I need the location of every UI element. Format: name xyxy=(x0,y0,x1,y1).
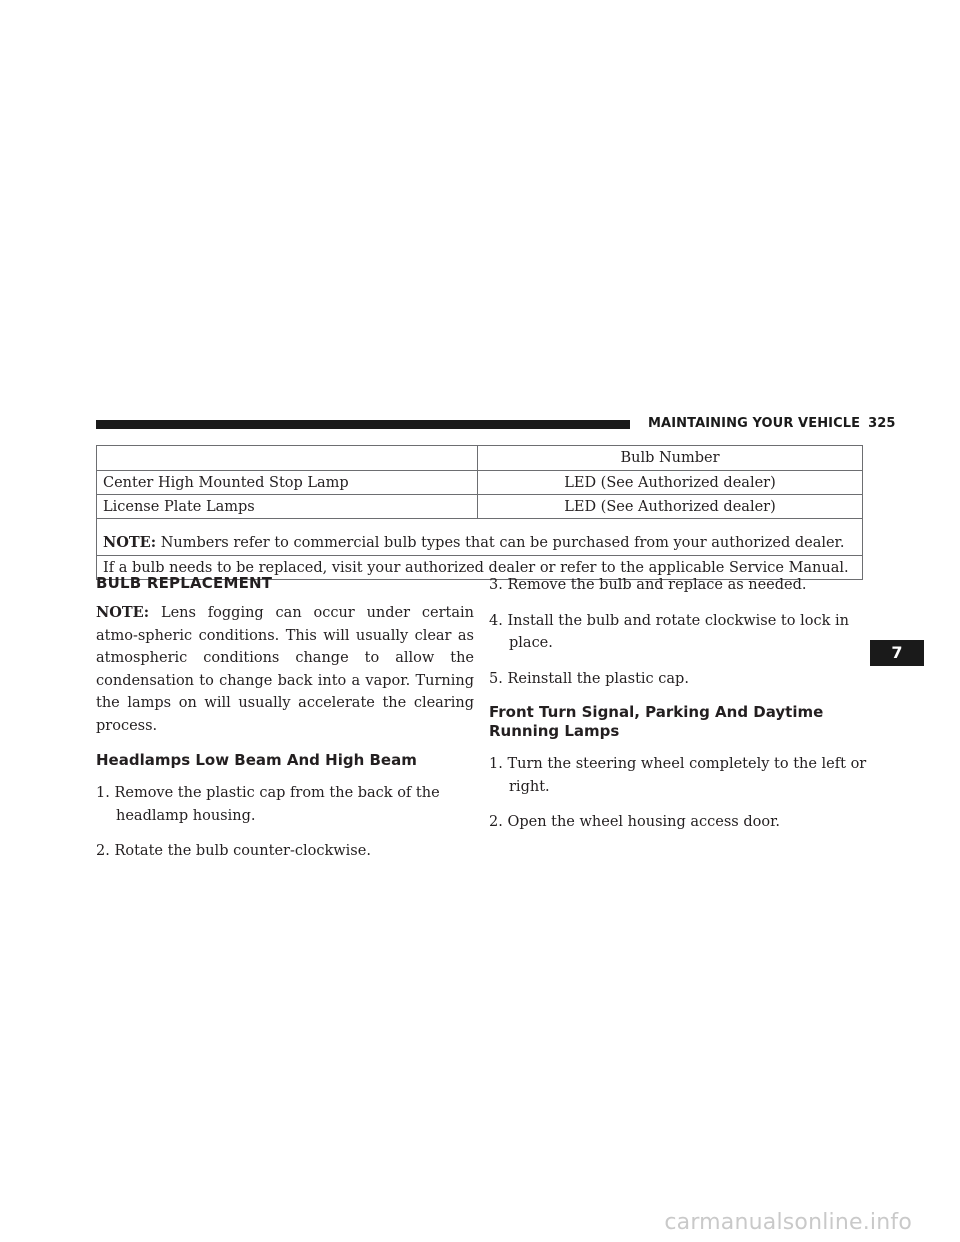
headlamps-step-1: 1. Remove the plastic cap from the back of the headlamp housing. xyxy=(96,785,440,824)
headlamps-title: Headlamps Low Beam And High Beam xyxy=(96,751,417,769)
bulb-number-cell: LED (See Authorized dealer) xyxy=(478,471,863,495)
left-column xyxy=(96,574,474,876)
front-turn-title: Front Turn Signal, Parking And Daytime Running Lamps xyxy=(489,703,824,740)
front-turn-step-2: 2. Open the wheel housing access door. xyxy=(489,814,781,830)
front-turn-step-1: 1. Turn the steering wheel completely to the left or right. xyxy=(489,756,867,795)
table-header-row xyxy=(97,446,863,471)
section-title: BULB REPLACEMENT xyxy=(96,574,273,592)
headlamps-step-4: 4. Install the bulb and rotate clockwise to lock in place. xyxy=(489,612,849,651)
table-note-row xyxy=(97,519,863,556)
watermark: carmanualsonline.info xyxy=(664,1210,912,1235)
headlamps-step-3: 3. Remove the bulb and replace as needed. xyxy=(489,577,807,593)
header-rule xyxy=(96,420,630,429)
lamp-name-cell: License Plate Lamps xyxy=(97,495,478,519)
chapter-title: MAINTAINING YOUR VEHICLE xyxy=(648,416,861,431)
table-note-text: Numbers refer to commercial bulb types that can be purchased from your authorized dealer. xyxy=(156,535,845,551)
table-footer-cell: If a bulb needs to be replaced, visit your authorized dealer or refer to the applicable Service Manual. xyxy=(97,556,863,580)
lamp-name-cell: Center High Mounted Stop Lamp xyxy=(97,471,478,495)
right-column xyxy=(489,574,869,847)
chapter-tab: 7 xyxy=(870,640,924,666)
table-header-empty-cell xyxy=(97,446,478,471)
running-header xyxy=(648,416,896,431)
table-note-cell xyxy=(97,519,863,556)
column-header-bulb-number: Bulb Number xyxy=(478,446,863,471)
section-note-text: Lens fogging can occur under certain atmo-spheric conditions. This will usually clear as atmospheric conditions change to allow the condensation to change back into a vapor. Turning the lamps on will usually accelerate the clearing process. xyxy=(96,605,474,734)
section-note xyxy=(96,602,474,737)
table-row xyxy=(97,495,863,519)
page-number: 325 xyxy=(868,416,896,431)
table-note-label: NOTE: xyxy=(103,534,157,551)
headlamps-step-5: 5. Reinstall the plastic cap. xyxy=(489,670,689,687)
bulb-number-cell: LED (See Authorized dealer) xyxy=(478,495,863,519)
headlamps-step-2: 2. Rotate the bulb counter-clockwise. xyxy=(96,843,371,859)
bulb-table xyxy=(96,445,863,580)
table-row xyxy=(97,471,863,495)
section-note-label: NOTE: xyxy=(96,604,150,621)
